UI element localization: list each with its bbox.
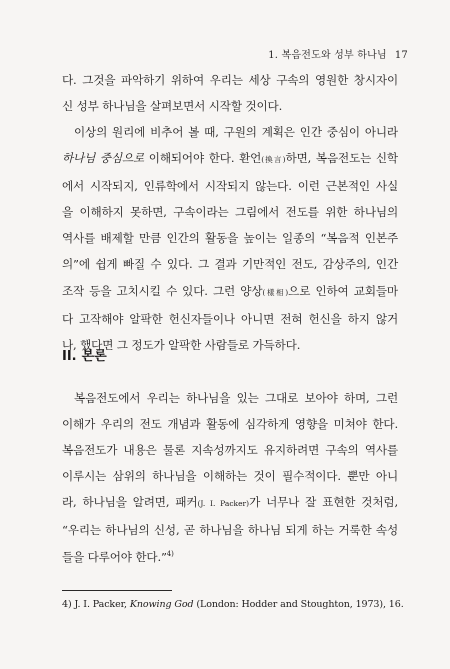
text-line: “우리는 하나님의 신성, 곧 하나님을 하나님 되게 하는 거룩한 속성 [62,523,398,538]
text-line: 역사를 배제할 만큼 인간의 활동을 높이는 일종의 “복음적 인본주 [62,231,398,246]
text-line: 을 이해하지 못하면, 구속이라는 그림에서 전도를 위한 하나님의 [62,205,398,220]
paragraph-main-body [62,385,398,570]
text-line: 다. 그것을 파악하기 위하여 우리는 세상 구속의 영원한 창시자이 [62,73,398,87]
paragraph-continuation [62,67,398,119]
footnote: 4) J. I. Packer, Knowing God (London: Hodder and Stoughton, 1973), 16. [62,599,404,610]
section-title: 본론 [81,349,107,364]
footnote-marker: 4) [62,599,72,610]
text-line: 하나님 중심으로 이해되어야 한다. 환언(換言)하면, 복음전도는 신학 [62,151,398,166]
emphasis-text: 하나님 중심으로 [62,151,145,166]
page-number: 17 [394,50,408,61]
footnote-divider [62,590,172,591]
chapter-title: 1. 복음전도와 성부 하나님 [268,50,387,61]
section-number: II. [62,349,77,364]
name-gloss: (J. I. Packer) [197,499,250,509]
text-line: 나, 했다면 그 정도가 알팍한 사람들로 가득하다. [62,337,301,352]
running-header [268,46,408,61]
book-title: Knowing God [129,599,194,610]
text-line: 에서 시작되지, 인류학에서 시작되지 않는다. 이런 근본적인 사실 [62,179,398,194]
text-line: 라, 하나님을 알려면, 패커(J. I. Packer)가 너무나 잘 표현한 것처럼, [62,495,398,510]
paragraph-god-centered [62,119,398,358]
text-line: 이해가 우리의 전도 개념과 활동에 심각하게 영향을 미쳐야 한다. [62,417,398,432]
section-heading [62,345,107,364]
text-line: 이상의 원리에 비추어 볼 때, 구원의 계획은 인간 중심이 아니라 [74,125,398,139]
footnote-reference[interactable]: 4) [166,549,174,558]
text-line: 조작 등을 고치시킬 수 있다. 그런 양상(樣相)으로 인하여 교회들마 [62,283,398,298]
text-line: 복음전도가 내용은 물론 지속성까지도 유지하려면 구속의 역사를 [62,443,398,458]
hanja-gloss: (換言) [261,155,286,165]
text-line: 복음전도에서 우리는 하나님을 있는 그대로 보아야 하며, 그런 [74,391,398,405]
text-line: 다 고작해야 알팍한 헌신자들이나 아니면 전혀 헌신을 하지 않거 [62,311,398,326]
hanja-gloss: (樣相) [262,287,289,297]
text-line: 들을 다루어야 한다.”$^{4)}$ [62,549,174,564]
text-line: 신 성부 하나님을 살펴보면서 시작할 것이다. [62,99,283,114]
text-line: 의”에 쉽게 빠질 수 있다. 그 결과 기만적인 전도, 감상주의, 인간 [62,257,398,272]
text-line: 이루시는 삼위의 하나님을 이해하는 것이 필수적이다. 뿐만 아니 [62,469,398,484]
